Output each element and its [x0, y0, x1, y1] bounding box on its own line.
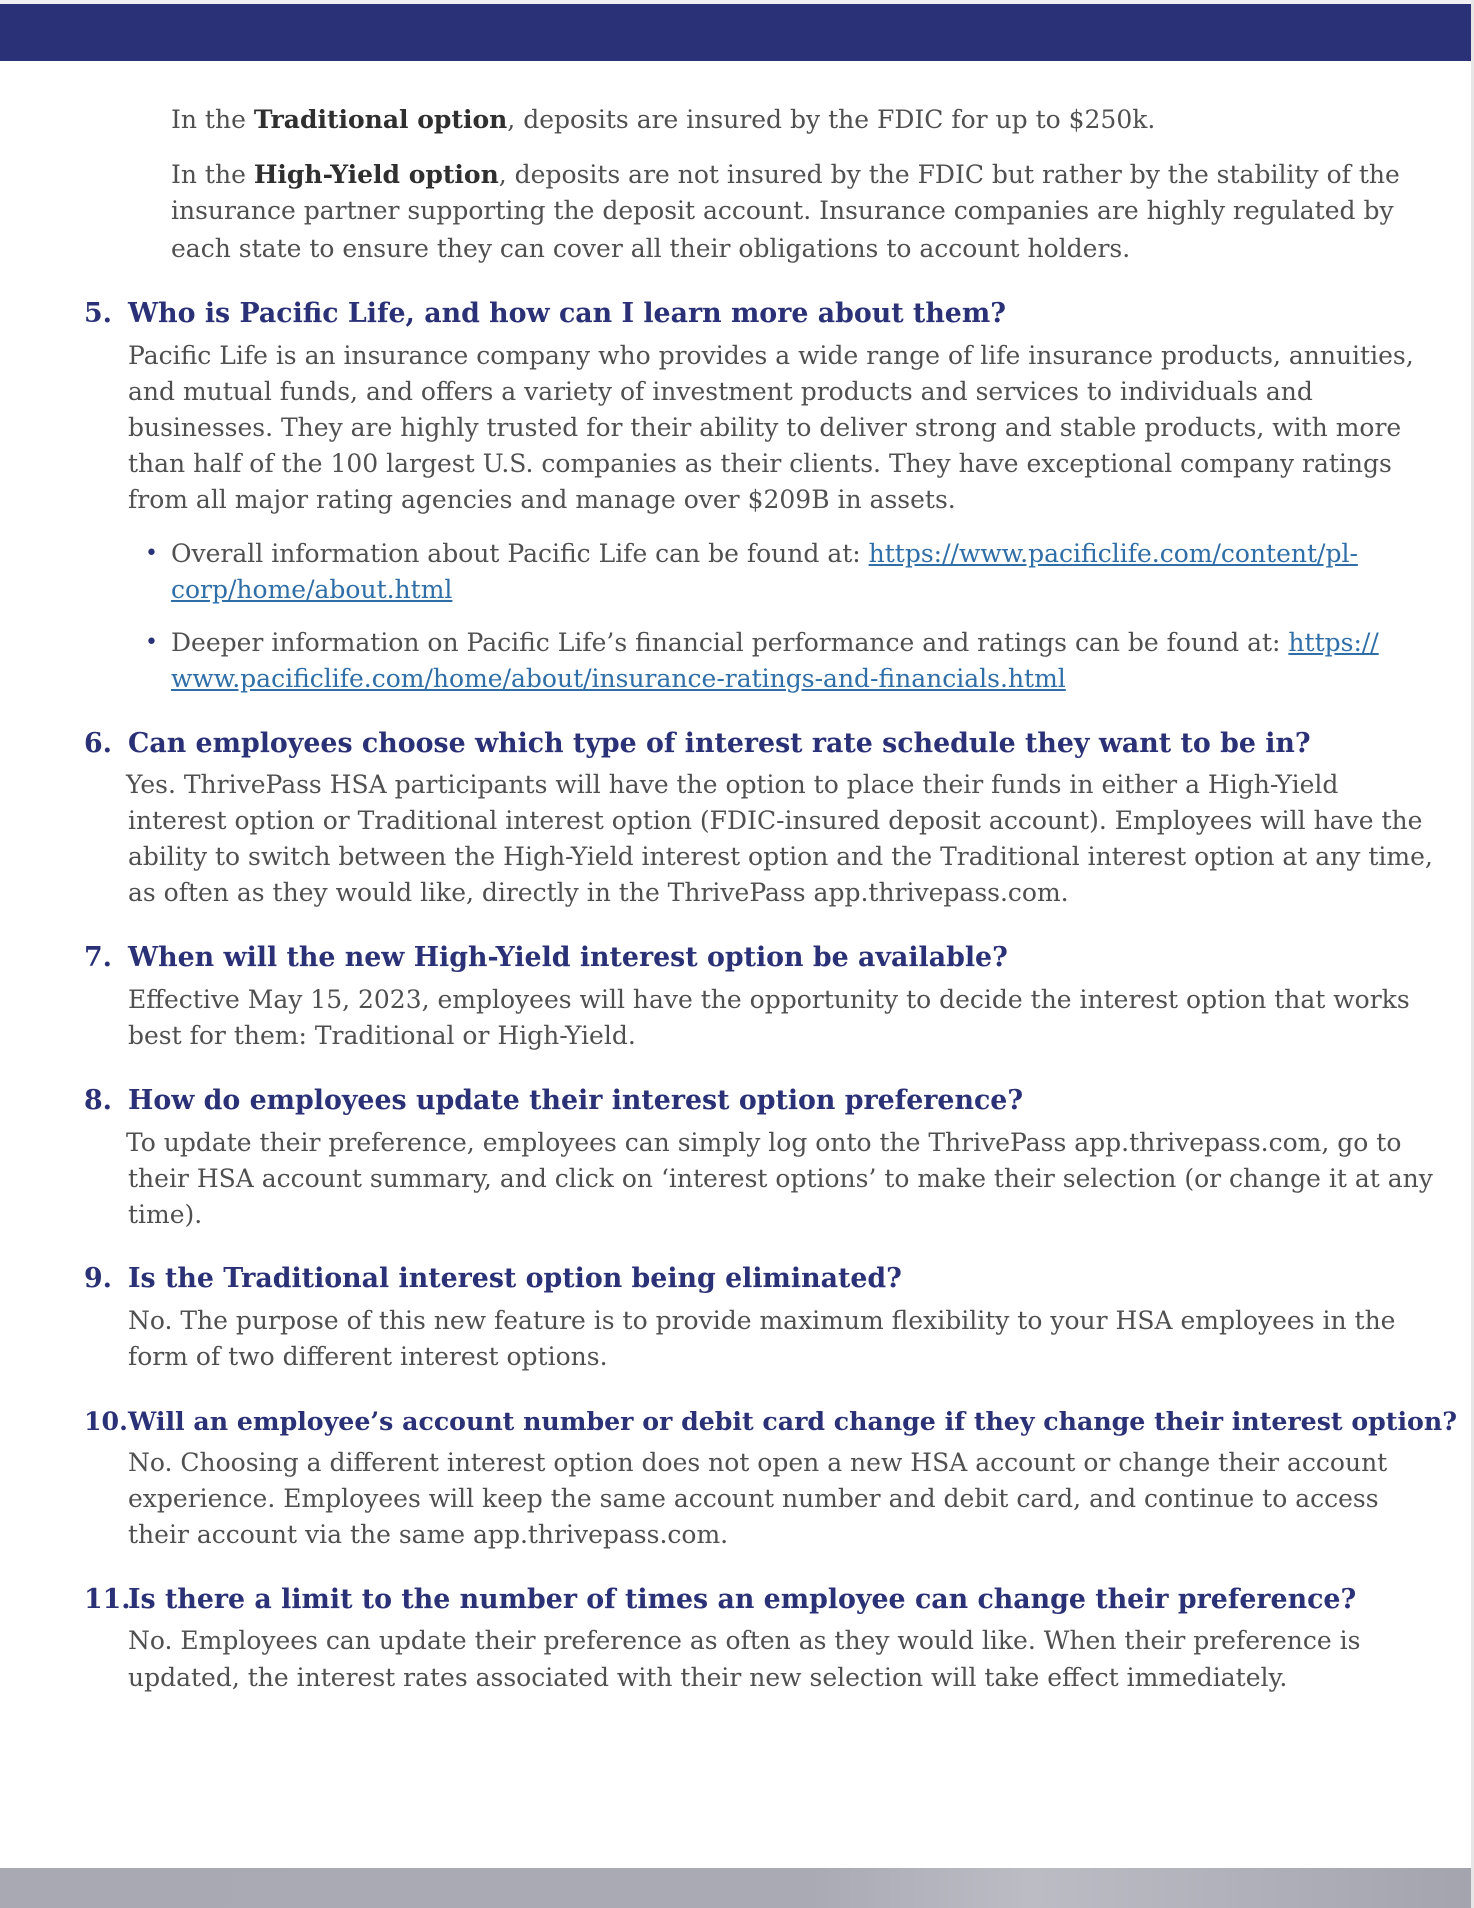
faq-answer-line: Yes. ThrivePass HSA participants will have the option to place their funds in either a High-Yield [126, 770, 1339, 799]
intro-line: each state to ensure they can cover all their obligations to account holders. [171, 234, 1131, 263]
pacific-life-about-link-continued[interactable]: corp/home/about.html [171, 575, 453, 604]
intro-line: insurance partner supporting the deposit account. Insurance companies are highly regulated by [171, 196, 1394, 225]
faq-answer-line: Effective May 15, 2023, employees will have the opportunity to decide the interest option that works [128, 985, 1410, 1014]
bullet-icon: • [145, 630, 158, 655]
faq-answer-line: No. The purpose of this new feature is to provide maximum flexibility to your HSA employees in the [128, 1306, 1396, 1335]
faq-question-9: 9. Is the Traditional interest option being eliminated? [84, 1263, 902, 1294]
faq-answer-line: best for them: Traditional or High-Yield. [128, 1021, 636, 1050]
bullet-item: Overall information about Pacific Life can be found at: https://www.pacificlife.com/content/pl- [171, 539, 1358, 568]
intro-paragraph-high-yield: In the High-Yield option, deposits are not insured by the FDIC but rather by the stability of the [171, 160, 1400, 189]
faq-answer-line: ability to switch between the High-Yield interest option and the Traditional interest option at any time, [128, 842, 1433, 871]
faq-answer-line: updated, the interest rates associated with their new selection will take effect immediately. [128, 1663, 1288, 1692]
high-yield-option-label: High-Yield option [253, 160, 499, 189]
bullet-item-continued [171, 572, 452, 608]
faq-question-7: 7. When will the new High-Yield interest option be available? [84, 942, 1008, 973]
footer-band [0, 1868, 1471, 1908]
bullet-item-continued [171, 661, 1066, 697]
bullet-item: Deeper information on Pacific Life’s financial performance and ratings can be found at: https:// [171, 628, 1379, 657]
faq-answer-line: businesses. They are highly trusted for their ability to deliver strong and stable products, with more [128, 413, 1402, 442]
pacific-life-ratings-link-continued[interactable]: www.pacificlife.com/home/about/insurance-ratings-and-financials.html [171, 664, 1066, 693]
faq-answer-line: experience. Employees will keep the same account number and debit card, and continue to access [128, 1484, 1379, 1513]
faq-answer-line: To update their preference, employees can simply log onto the ThrivePass app.thrivepass.com, go to [126, 1128, 1402, 1157]
pacific-life-ratings-link[interactable]: https:// [1288, 628, 1379, 657]
bullet-icon: • [145, 541, 158, 566]
header-band [0, 4, 1471, 61]
faq-answer-line: their HSA account summary, and click on ‘interest options’ to make their selection (or change it at any [128, 1164, 1433, 1193]
faq-answer-line: as often as they would like, directly in the ThrivePass app.thrivepass.com. [128, 878, 1069, 907]
pacific-life-about-link[interactable]: https://www.pacificlife.com/content/pl- [868, 539, 1358, 568]
intro-paragraph-traditional: In the Traditional option, deposits are insured by the FDIC for up to $250k. [171, 105, 1156, 134]
faq-question-8: 8. How do employees update their interest option preference? [84, 1085, 1024, 1116]
faq-answer-line: and mutual funds, and offers a variety of investment products and services to individuals and [128, 377, 1313, 406]
faq-answer-line: Pacific Life is an insurance company who provides a wide range of life insurance products, annuities, [128, 341, 1414, 370]
faq-question-5: 5. Who is Pacific Life, and how can I learn more about them? [84, 298, 1006, 329]
faq-answer-line: than half of the 100 largest U.S. companies as their clients. They have exceptional company ratings [128, 449, 1392, 478]
faq-answer-line: from all major rating agencies and manage over $209B in assets. [128, 485, 956, 514]
traditional-option-label: Traditional option [253, 105, 508, 134]
faq-answer-line: their account via the same app.thrivepass.com. [128, 1520, 729, 1549]
faq-answer-line: time). [128, 1200, 203, 1229]
faq-question-11: 11.Is there a limit to the number of times an employee can change their preference? [84, 1584, 1357, 1615]
faq-answer-line: No. Choosing a different interest option does not open a new HSA account or change their account [128, 1448, 1388, 1477]
faq-answer-line: No. Employees can update their preference as often as they would like. When their preference is [128, 1626, 1361, 1655]
faq-answer-line: interest option or Traditional interest option (FDIC-insured deposit account). Employees will have the [128, 806, 1423, 835]
faq-question-10: 10.Will an employee’s account number or debit card change if they change their interest option? [84, 1406, 1457, 1436]
faq-question-6: 6. Can employees choose which type of interest rate schedule they want to be in? [84, 728, 1311, 759]
faq-answer-line: form of two different interest options. [128, 1342, 608, 1371]
